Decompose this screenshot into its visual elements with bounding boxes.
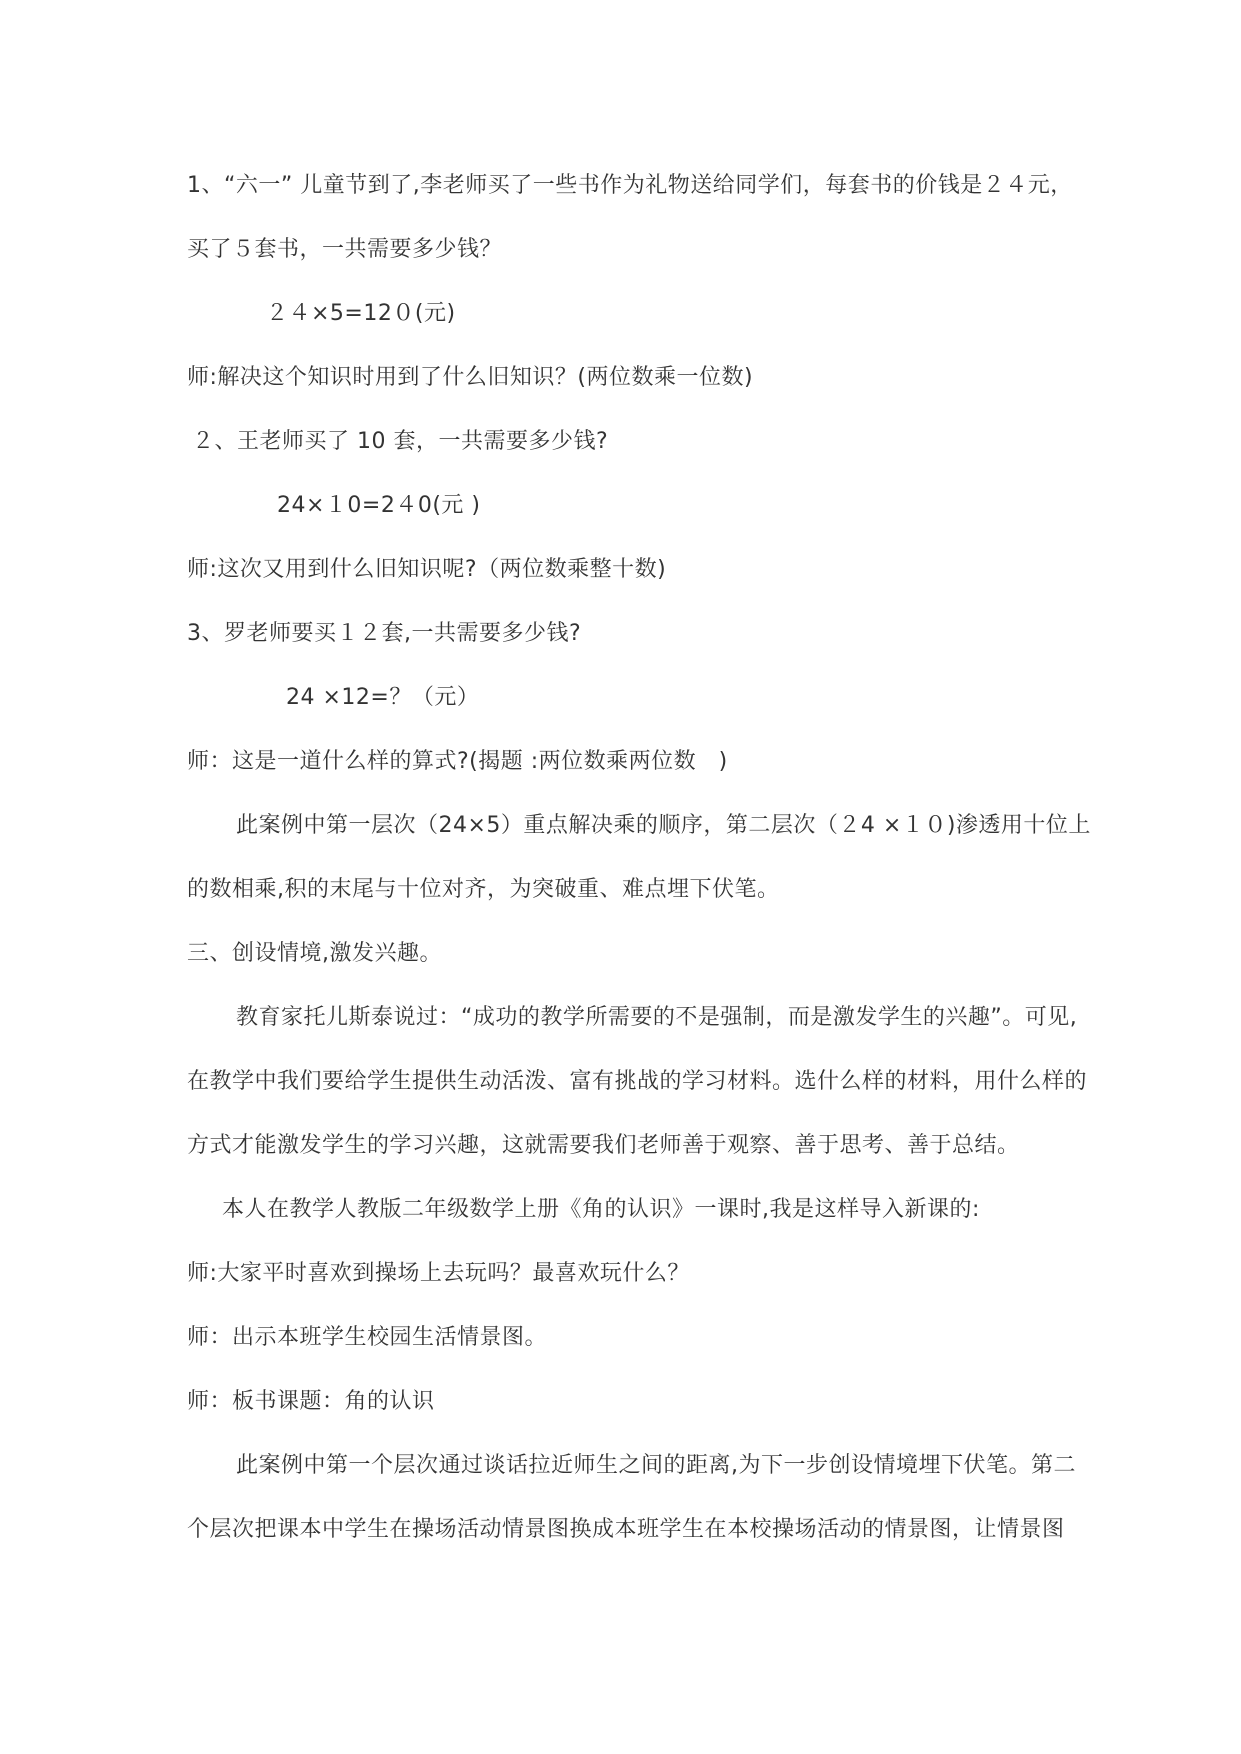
- text-line-8: 此案例中第一层次（24×5）重点解决乘的顺序，第二层次（２4 ×１０)渗透用十位上: [236, 813, 1091, 838]
- text-line-11: 在教学中我们要给学生提供生动活泼、富有挑战的学习材料。选什么样的材料，用什么样的: [187, 1069, 1088, 1094]
- text-line-14: 师:大家平时喜欢到操场上去玩吗？最喜欢玩什么？: [187, 1261, 690, 1286]
- section-heading: 三、创设情境,激发兴趣。: [187, 941, 442, 966]
- text-line-1: 1、“六一” 儿童节到了,李老师买了一些书作为礼物送给同学们，每套书的价钱是２４元，: [187, 173, 1073, 198]
- equation-line-2: 24×１0=2４0(元 ): [277, 493, 481, 518]
- text-line-18: 个层次把课本中学生在操场活动情景图换成本班学生在本校操场活动的情景图，让情景图: [187, 1517, 1065, 1542]
- text-line-2: 买了５套书，一共需要多少钱？: [187, 237, 503, 262]
- text-line-17: 此案例中第一个层次通过谈话拉近师生之间的距离,为下一步创设情境埋下伏笔。第二: [236, 1453, 1076, 1478]
- equation-line-3: 24 ×12=？（元）: [286, 685, 480, 710]
- text-line-5: 师:这次又用到什么旧知识呢?（两位数乘整十数): [187, 557, 667, 582]
- text-line-13: 本人在教学人教版二年级数学上册《角的认识》一课时,我是这样导入新课的:: [222, 1197, 980, 1222]
- text-line-9: 的数相乘,积的末尾与十位对齐，为突破重、难点埋下伏笔。: [187, 877, 780, 902]
- text-line-16: 师：板书课题：角的认识: [187, 1389, 435, 1414]
- text-line-6: 3、罗老师要买１２套,一共需要多少钱?: [187, 621, 582, 646]
- text-line-10: 教育家托儿斯泰说过：“成功的教学所需要的不是强制，而是激发学生的兴趣”。可见,: [236, 1005, 1078, 1030]
- text-line-7: 师：这是一道什么样的算式?(揭题 :两位数乘两位数 ): [187, 749, 728, 774]
- text-line-15: 师：出示本班学生校园生活情景图。: [187, 1325, 548, 1350]
- equation-line-1: ２４×5=12０(元): [266, 301, 456, 326]
- text-line-12: 方式才能激发学生的学习兴趣，这就需要我们老师善于观察、善于思考、善于总结。: [187, 1133, 1020, 1158]
- text-line-4: ２、王老师买了 10 套，一共需要多少钱?: [192, 429, 609, 454]
- text-line-3: 师:解决这个知识时用到了什么旧知识？(两位数乘一位数): [187, 365, 754, 390]
